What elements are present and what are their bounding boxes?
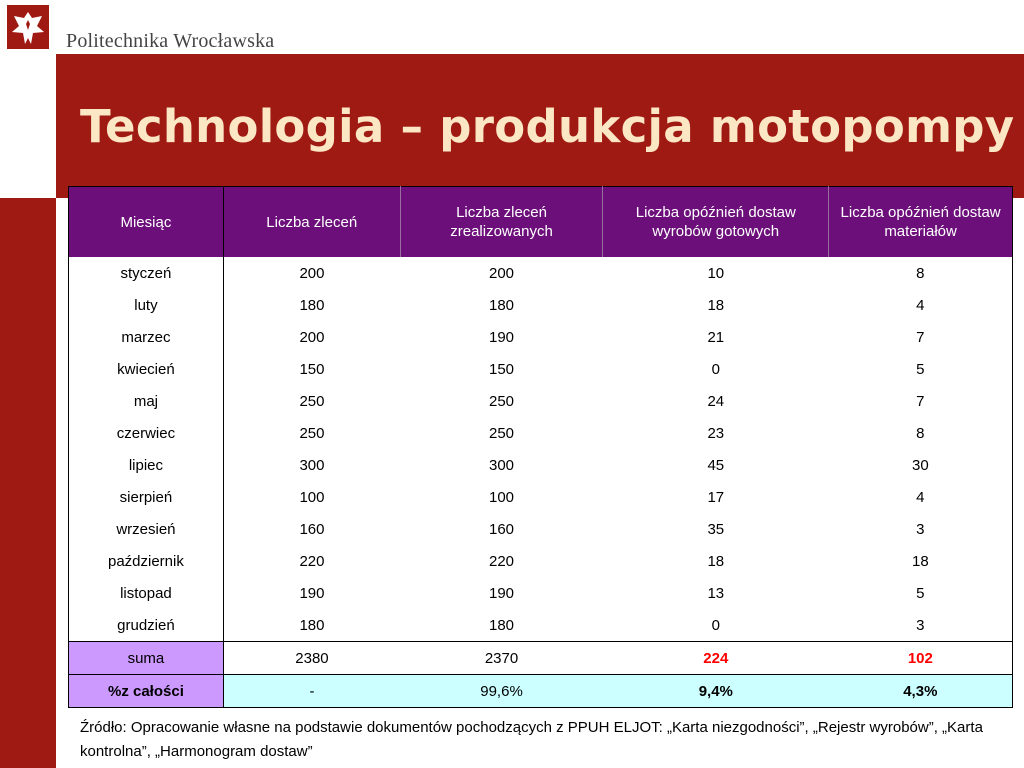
cell-material-delays: 4 xyxy=(829,289,1013,321)
percent-label: %z całości xyxy=(69,675,224,708)
percent-row xyxy=(69,675,1013,708)
cell-completed: 180 xyxy=(489,296,515,314)
table-header-row xyxy=(69,187,1013,258)
cell-completed: 150 xyxy=(489,360,515,378)
cell-goods-delays: 0 xyxy=(711,360,720,378)
cell-month: kwiecień xyxy=(69,353,224,385)
cell-goods-delays: 13 xyxy=(707,584,725,602)
cell-goods-delays: 24 xyxy=(707,392,725,410)
university-name: Politechnika Wrocławska xyxy=(66,30,275,52)
header-month: Miesiąc xyxy=(69,187,224,258)
cell-material-delays: 8 xyxy=(829,417,1013,449)
cell-material-delays: 4 xyxy=(829,481,1013,513)
eagle-crest-icon xyxy=(6,4,50,50)
table-row xyxy=(69,353,1013,385)
table-row xyxy=(69,513,1013,545)
sum-orders: 2380 xyxy=(223,642,400,675)
sum-goods-delays: 224 xyxy=(603,642,829,675)
table-row xyxy=(69,449,1013,481)
cell-completed: 300 xyxy=(489,456,515,474)
cell-month: sierpień xyxy=(69,481,224,513)
header-delays-materials: Liczba opóźnień dostaw materiałów xyxy=(829,187,1013,258)
slide-title: Technologia – produkcja motopompy xyxy=(80,100,1015,153)
cell-material-delays: 3 xyxy=(829,513,1013,545)
cell-material-delays: 18 xyxy=(829,545,1013,577)
header-orders-completed: Liczba zleceń zrealizowanych xyxy=(400,187,603,258)
cell-goods-delays: 21 xyxy=(707,328,725,346)
table-row xyxy=(69,481,1013,513)
cell-month: czerwiec xyxy=(69,417,224,449)
cell-completed: 220 xyxy=(489,552,515,570)
cell-orders: 150 xyxy=(299,360,325,378)
cell-goods-delays: 18 xyxy=(707,296,725,314)
table-row xyxy=(69,609,1013,642)
cell-completed: 190 xyxy=(489,584,515,602)
cell-material-delays: 5 xyxy=(829,577,1013,609)
cell-orders: 250 xyxy=(299,392,325,410)
cell-completed: 180 xyxy=(489,616,515,634)
cell-goods-delays: 18 xyxy=(707,552,725,570)
header-delays-finished-goods: Liczba opóźnień dostaw wyrobów gotowych xyxy=(603,187,829,258)
cell-material-delays: 5 xyxy=(829,353,1013,385)
table-row xyxy=(69,385,1013,417)
cell-goods-delays: 10 xyxy=(707,264,725,282)
cell-completed: 200 xyxy=(489,264,515,282)
percent-orders: - xyxy=(223,675,400,708)
cell-orders: 200 xyxy=(299,328,325,346)
table-row xyxy=(69,417,1013,449)
cell-completed: 250 xyxy=(489,392,515,410)
cell-goods-delays: 45 xyxy=(707,456,725,474)
cell-completed: 100 xyxy=(489,488,515,506)
cell-orders: 200 xyxy=(299,264,325,282)
cell-month: lipiec xyxy=(69,449,224,481)
cell-material-delays: 7 xyxy=(829,321,1013,353)
cell-goods-delays: 35 xyxy=(707,520,725,538)
cell-goods-delays: 0 xyxy=(711,616,720,634)
cell-month: styczeń xyxy=(69,257,224,289)
cell-material-delays: 30 xyxy=(829,449,1013,481)
percent-completed: 99,6% xyxy=(400,675,603,708)
sum-label: suma xyxy=(69,642,224,675)
cell-month: październik xyxy=(69,545,224,577)
cell-month: maj xyxy=(69,385,224,417)
production-table xyxy=(68,186,1013,708)
cell-completed: 160 xyxy=(489,520,515,538)
table-row xyxy=(69,577,1013,609)
table-row xyxy=(69,545,1013,577)
cell-month: luty xyxy=(69,289,224,321)
cell-completed: 250 xyxy=(489,424,515,442)
cell-orders: 300 xyxy=(299,456,325,474)
cell-orders: 190 xyxy=(299,584,325,602)
cell-orders: 160 xyxy=(299,520,325,538)
left-decor-bar xyxy=(0,198,56,768)
cell-goods-delays: 23 xyxy=(707,424,725,442)
cell-month: listopad xyxy=(69,577,224,609)
header-orders: Liczba zleceń xyxy=(223,187,400,258)
sum-material-delays: 102 xyxy=(829,642,1013,675)
percent-goods-delays: 9,4% xyxy=(603,675,829,708)
sum-completed: 2370 xyxy=(400,642,603,675)
cell-orders: 100 xyxy=(299,488,325,506)
table-row xyxy=(69,257,1013,289)
cell-material-delays: 3 xyxy=(829,609,1013,642)
cell-month: wrzesień xyxy=(69,513,224,545)
cell-orders: 250 xyxy=(299,424,325,442)
table-row xyxy=(69,289,1013,321)
cell-orders: 180 xyxy=(299,616,325,634)
cell-orders: 180 xyxy=(299,296,325,314)
cell-completed: 190 xyxy=(489,328,515,346)
percent-material-delays: 4,3% xyxy=(829,675,1013,708)
cell-month: grudzień xyxy=(69,609,224,642)
cell-material-delays: 8 xyxy=(829,257,1013,289)
table-row xyxy=(69,321,1013,353)
cell-orders: 220 xyxy=(299,552,325,570)
sum-row xyxy=(69,642,1013,675)
cell-material-delays: 7 xyxy=(829,385,1013,417)
source-note: Źródło: Opracowanie własne na podstawie dokumentów pochodzących z PPUH ELJOT: „Karta niezgodności”, „Rejestr wyrobów”, „Karta kontrolna”, „Harmonogram dostaw” xyxy=(80,719,983,760)
cell-month: marzec xyxy=(69,321,224,353)
cell-goods-delays: 17 xyxy=(707,488,725,506)
